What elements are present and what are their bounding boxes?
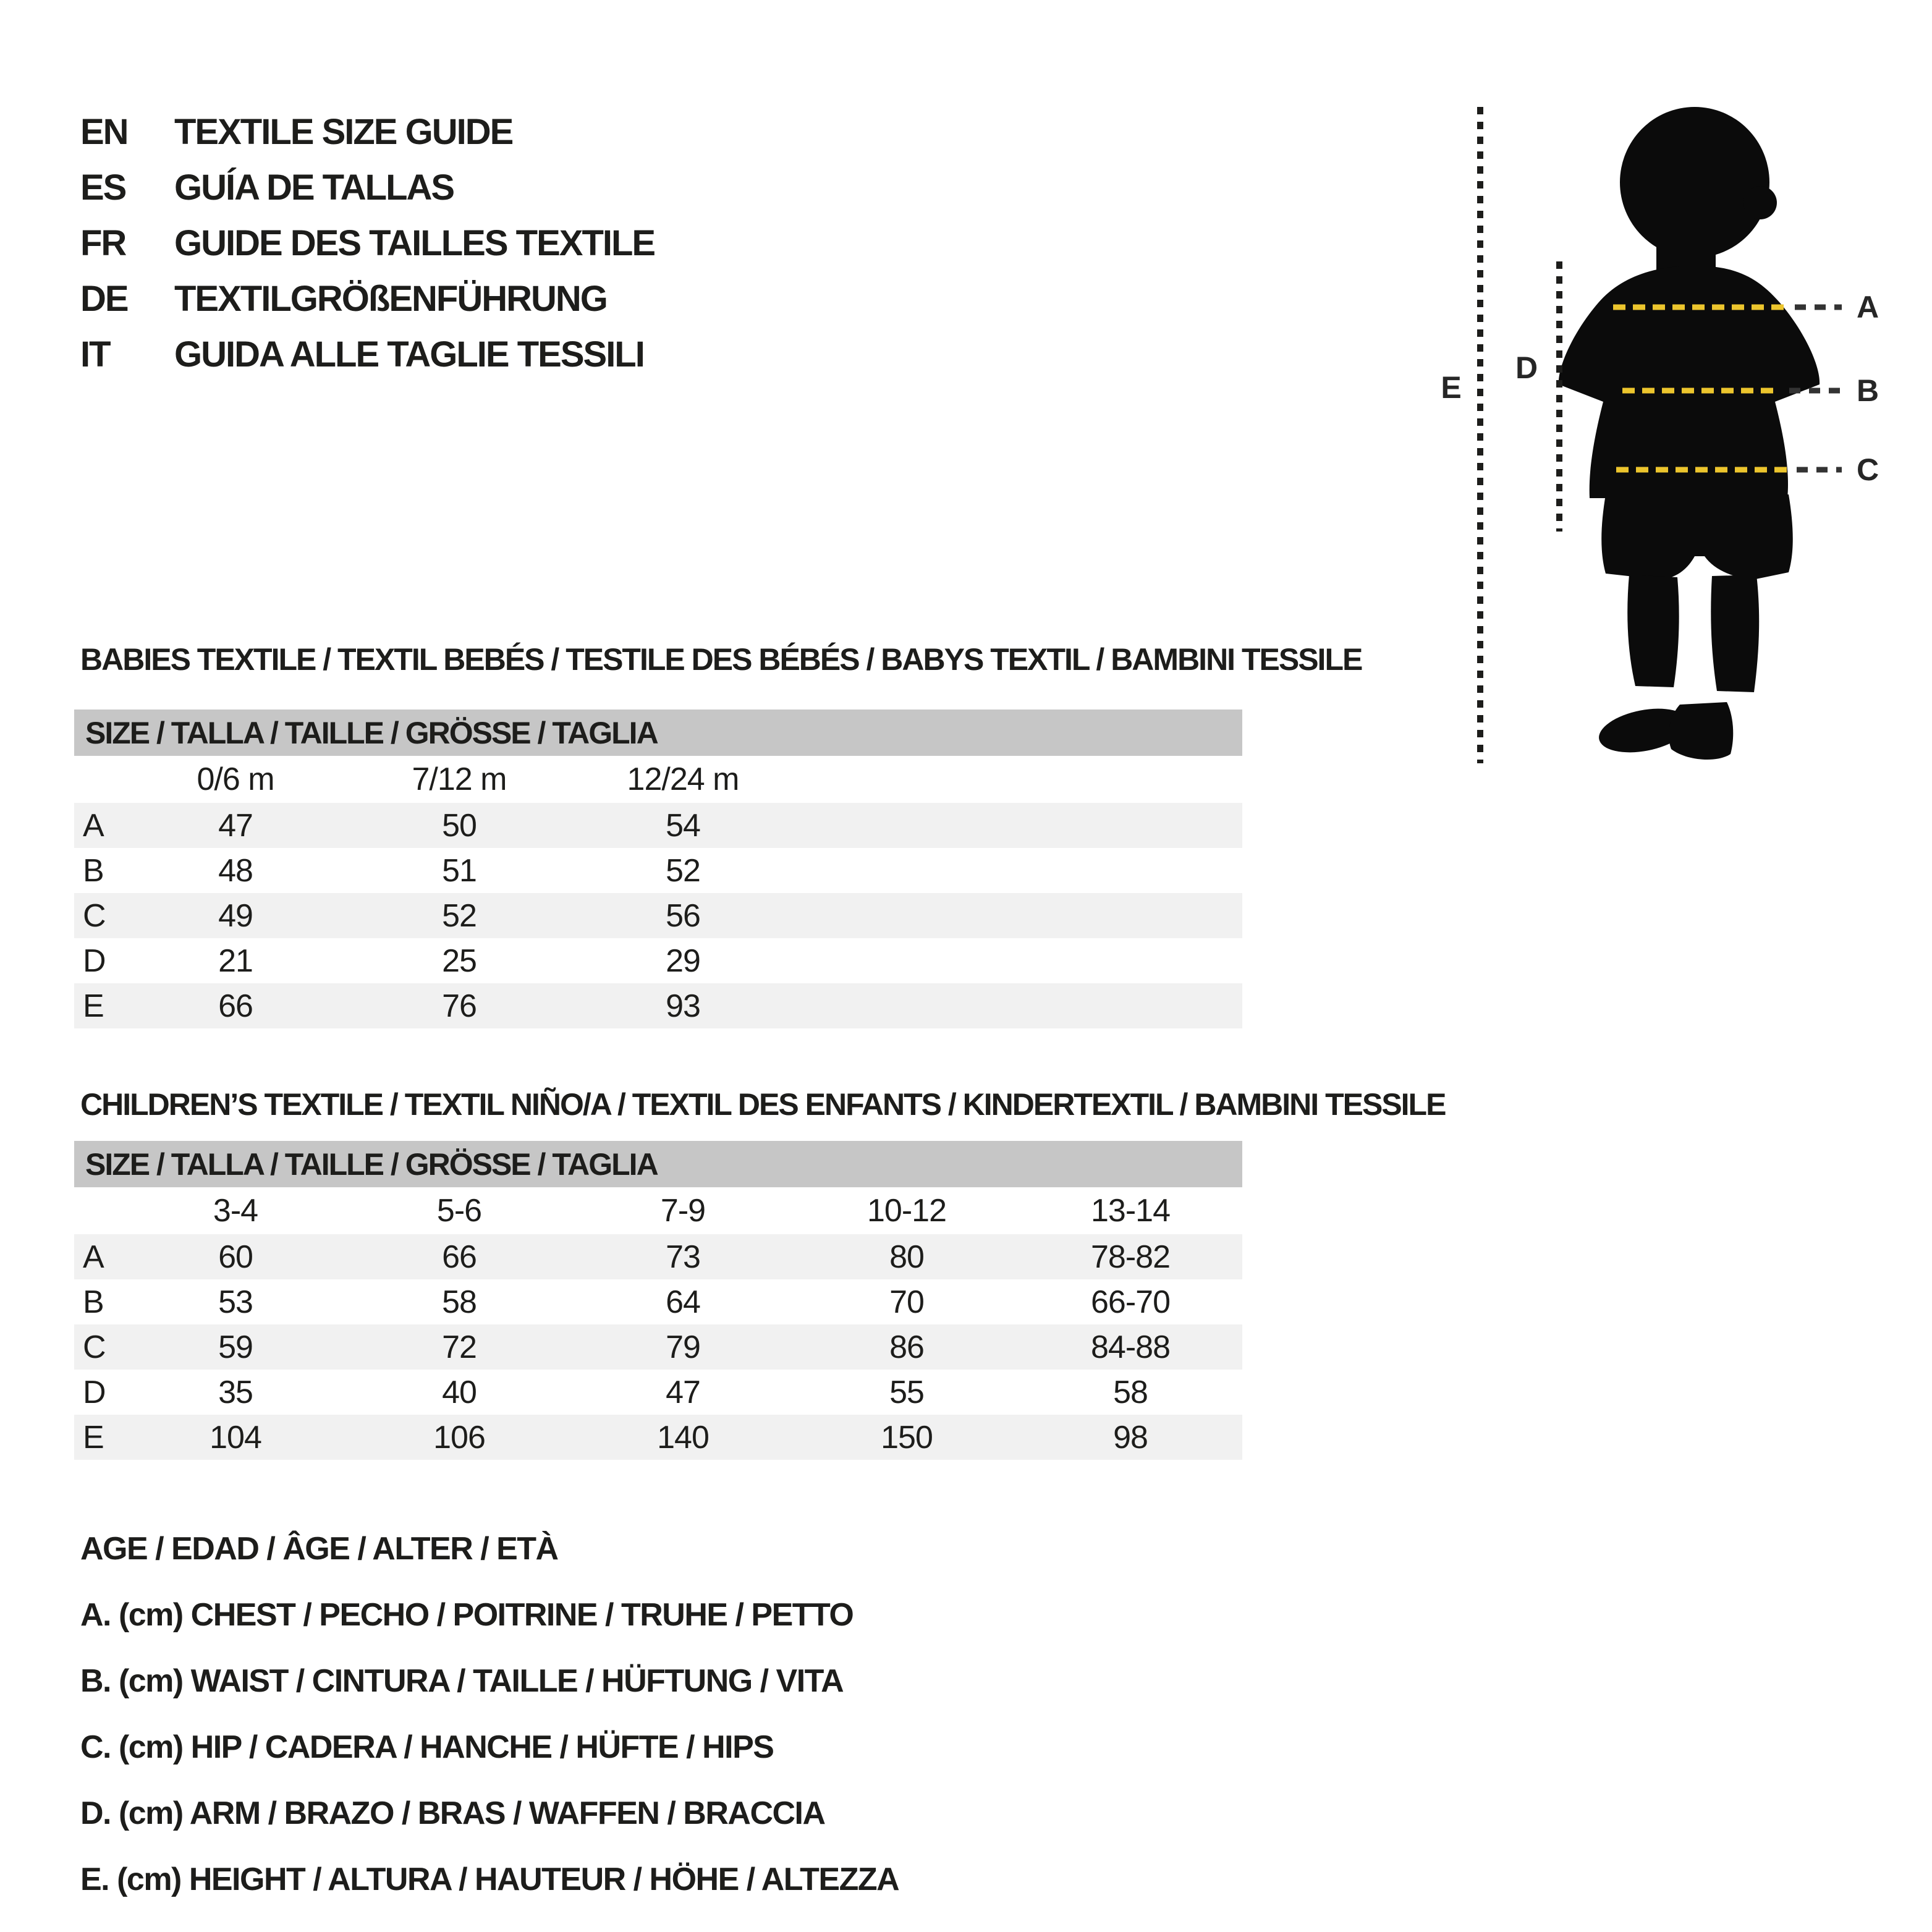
cell-value: 56: [666, 897, 700, 934]
children-colhead-0: 3-4: [213, 1193, 258, 1229]
row-label: C: [83, 897, 106, 934]
row-label: C: [83, 1329, 106, 1365]
babies-colhead-0: 0/6 m: [197, 761, 274, 797]
table-row: [74, 1415, 1242, 1460]
children-colhead-3: 10-12: [867, 1193, 946, 1229]
cell-value: 60: [218, 1239, 253, 1275]
cell-value: 35: [218, 1374, 253, 1410]
lang-code-es: ES: [80, 167, 126, 208]
cell-value: 55: [889, 1374, 924, 1410]
cell-value: 150: [881, 1419, 933, 1455]
cell-value: 84-88: [1091, 1329, 1170, 1365]
row-label: D: [83, 943, 106, 979]
babies-colhead-1: 7/12 m: [412, 761, 507, 797]
row-label: E: [83, 988, 104, 1024]
cell-value: 51: [442, 852, 477, 889]
cell-value: 25: [442, 943, 477, 979]
cell-value: 50: [442, 807, 477, 844]
cell-value: 106: [433, 1419, 485, 1455]
lang-row-de: [80, 271, 655, 326]
babies-size-header-label: SIZE / TALLA / TAILLE / GRÖSSE / TAGLIA: [85, 715, 658, 750]
cell-value: 59: [218, 1329, 253, 1365]
cell-value: 52: [666, 852, 700, 889]
lang-code-de: DE: [80, 278, 128, 319]
table-row: [74, 1279, 1242, 1324]
children-size-header-label: SIZE / TALLA / TAILLE / GRÖSSE / TAGLIA: [85, 1146, 658, 1182]
cell-value: 49: [218, 897, 253, 934]
language-title-list: [80, 104, 655, 382]
lang-row-es: [80, 159, 655, 215]
babies-size-header-bar: [74, 710, 1242, 756]
table-row: [74, 893, 1242, 938]
cell-value: 29: [666, 943, 700, 979]
lang-row-fr: [80, 215, 655, 271]
cell-value: 76: [442, 988, 477, 1024]
cell-value: 40: [442, 1374, 477, 1410]
lang-code-fr: FR: [80, 222, 126, 263]
legend-line-age: AGE / EDAD / ÂGE / ALTER / ETÀ: [80, 1530, 558, 1567]
lang-row-en: [80, 104, 655, 159]
table-row: [74, 1324, 1242, 1370]
label-b: B: [1856, 373, 1879, 408]
lang-title-it: GUIDA ALLE TAGLIE TESSILI: [174, 334, 644, 375]
legend-line-chest: A. (cm) CHEST / PECHO / POITRINE / TRUHE / PETTO: [80, 1596, 854, 1633]
cell-value: 52: [442, 897, 477, 934]
cell-value: 64: [666, 1284, 700, 1320]
legend-line-height: E. (cm) HEIGHT / ALTURA / HAUTEUR / HÖHE / ALTEZZA: [80, 1861, 899, 1897]
row-label: B: [83, 852, 104, 889]
table-row: [74, 1370, 1242, 1415]
legend-line-hip: C. (cm) HIP / CADERA / HANCHE / HÜFTE / HIPS: [80, 1729, 774, 1765]
cell-value: 54: [666, 807, 700, 844]
cell-value: 72: [442, 1329, 477, 1365]
children-colhead-4: 13-14: [1091, 1193, 1170, 1229]
children-table-title: CHILDREN’S TEXTILE / TEXTIL NIÑO/A / TEXTIL DES ENFANTS / KINDERTEXTIL / BAMBINI TESSILE: [80, 1087, 1446, 1122]
table-row: [74, 938, 1242, 983]
cell-value: 93: [666, 988, 700, 1024]
children-colhead-1: 5-6: [436, 1193, 482, 1229]
cell-value: 78-82: [1091, 1239, 1170, 1275]
cell-value: 66: [442, 1239, 477, 1275]
child-silhouette: [1559, 107, 1820, 760]
lang-row-it: [80, 326, 655, 382]
cell-value: 66: [218, 988, 253, 1024]
lang-title-es: GUÍA DE TALLAS: [174, 167, 454, 208]
cell-value: 47: [218, 807, 253, 844]
lang-title-en: TEXTILE SIZE GUIDE: [174, 111, 513, 152]
children-size-header-bar: [74, 1141, 1242, 1187]
table-row: [74, 803, 1242, 848]
children-colhead-2: 7-9: [660, 1193, 706, 1229]
row-label: D: [83, 1374, 106, 1410]
cell-value: 47: [666, 1374, 700, 1410]
measurement-legend: [80, 1515, 899, 1912]
cell-value: 70: [889, 1284, 924, 1320]
cell-value: 80: [889, 1239, 924, 1275]
babies-size-table: [74, 710, 1242, 1028]
label-a: A: [1856, 290, 1879, 324]
cell-value: 79: [666, 1329, 700, 1365]
babies-colhead-2: 12/24 m: [627, 761, 739, 797]
row-label: A: [83, 807, 104, 844]
lang-title-de: TEXTILGRÖßENFÜHRUNG: [174, 278, 607, 319]
cell-value: 104: [210, 1419, 261, 1455]
child-silhouette-diagram: [1409, 62, 1932, 766]
cell-value: 140: [657, 1419, 709, 1455]
lang-code-en: EN: [80, 111, 128, 152]
cell-value: 58: [1113, 1374, 1148, 1410]
lang-title-fr: GUIDE DES TAILLES TEXTILE: [174, 222, 655, 263]
label-d: D: [1515, 350, 1538, 385]
label-c: C: [1856, 452, 1879, 487]
table-row: [74, 1234, 1242, 1279]
cell-value: 98: [1113, 1419, 1148, 1455]
babies-column-header-row: [74, 756, 1242, 803]
row-label: B: [83, 1284, 104, 1320]
table-row: [74, 848, 1242, 893]
measurement-figure: [1409, 62, 1932, 766]
babies-table-title: BABIES TEXTILE / TEXTIL BEBÉS / TESTILE DES BÉBÉS / BABYS TEXTIL / BAMBINI TESSILE: [80, 642, 1362, 677]
cell-value: 86: [889, 1329, 924, 1365]
legend-line-arm: D. (cm) ARM / BRAZO / BRAS / WAFFEN / BRACCIA: [80, 1795, 825, 1831]
cell-value: 73: [666, 1239, 700, 1275]
row-label: A: [83, 1239, 104, 1275]
legend-line-waist: B. (cm) WAIST / CINTURA / TAILLE / HÜFTUNG / VITA: [80, 1663, 844, 1699]
cell-value: 48: [218, 852, 253, 889]
cell-value: 58: [442, 1284, 477, 1320]
children-column-header-row: [74, 1187, 1242, 1234]
children-size-table: [74, 1141, 1242, 1460]
cell-value: 66-70: [1091, 1284, 1170, 1320]
table-row: [74, 983, 1242, 1028]
row-label: E: [83, 1419, 104, 1455]
cell-value: 21: [218, 943, 253, 979]
cell-value: 53: [218, 1284, 253, 1320]
label-e: E: [1441, 370, 1462, 405]
lang-code-it: IT: [80, 334, 110, 375]
